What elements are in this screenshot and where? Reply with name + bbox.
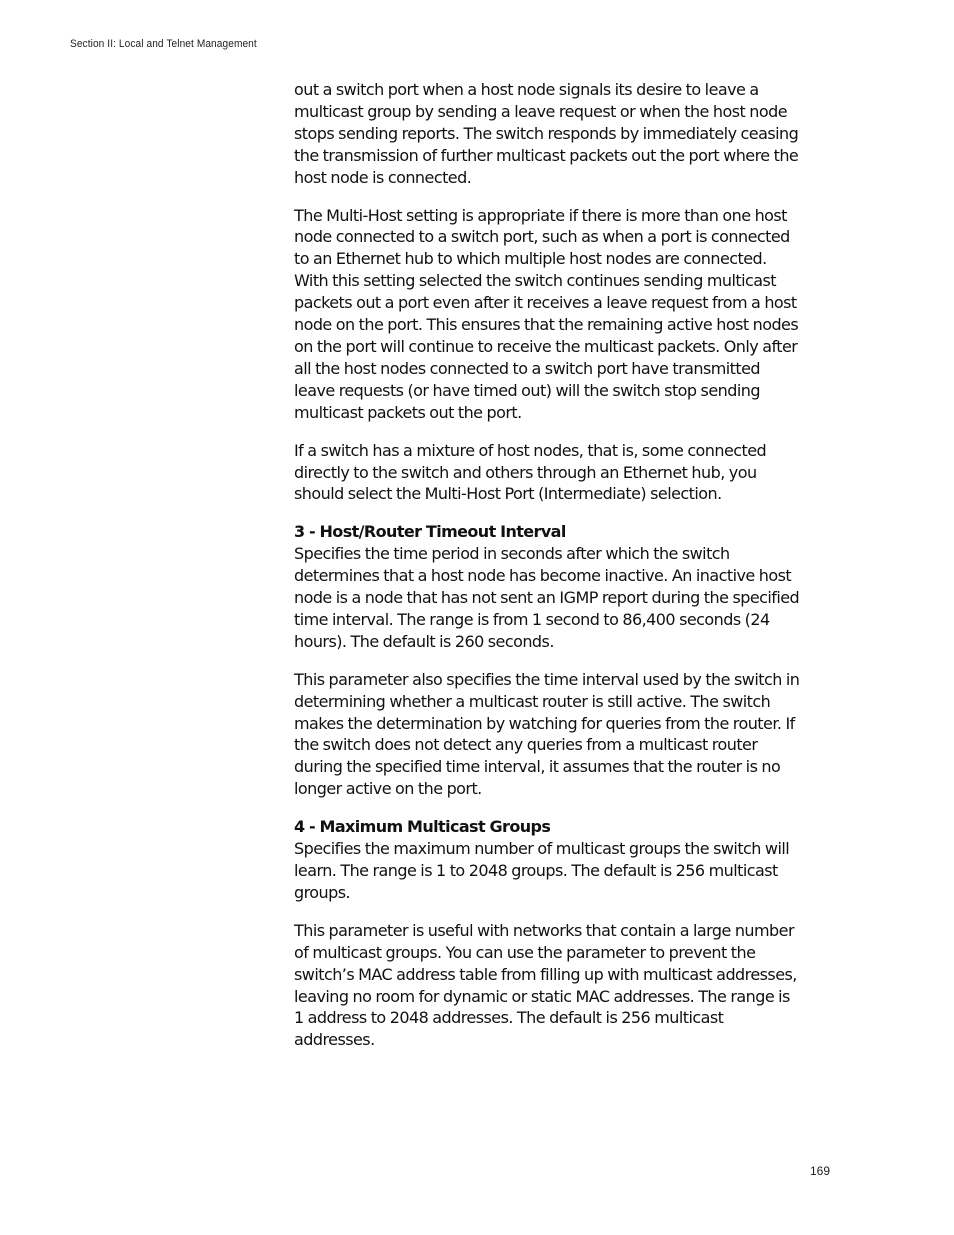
- paragraph-mixture: If a switch has a mixture of host nodes, that is, some connected directly to the switch and others through an Ethernet hub, you should select the Multi-Host Port (Intermediate) selection.: [294, 440, 767, 504]
- paragraph-leave-request: out a switch port when a host node signals its desire to leave a multicast group by sending a leave request or when the host node stops sending reports. The switch responds by immediately ceasing the transmission of further multicast packets out the port where the host node is connected.: [294, 80, 799, 187]
- paragraph-max-groups-definition: Specifies the maximum number of multicast groups the switch will learn. The range is 1 to 2048 groups. The default is 256 multicast groups.: [294, 839, 790, 902]
- heading-host-router-timeout: 3 - Host/Router Timeout Interval: [294, 522, 566, 542]
- paragraph-timeout-definition: Specifies the time period in seconds after which the switch determines that a host node has become inactive. An inactive host node is a node that has not sent an IGMP report during the specified time interval. The range is from 1 second to 86,400 seconds (24 hours). The default is 260 seconds.: [294, 544, 800, 651]
- heading-maximum-multicast-groups: 4 - Maximum Multicast Groups: [294, 817, 551, 837]
- paragraph-timeout-router: This parameter also specifies the time interval used by the switch in determining whether a multicast router is still active. The switch makes the determination by watching for queries from the router. If the switch does not detect any queries from a multicast router during the specified time interval, it assumes that the router is no longer active on the port.: [294, 669, 800, 799]
- paragraph-max-groups-usage: This parameter is useful with networks that contain a large number of multicast groups. You can use the parameter to prevent the switch’s MAC address table from filling up with multicast addresses, leaving no room for dynamic or static MAC addresses. The range is 1 address to 2048 addresses. The default is 256 multicast addresses.: [294, 920, 797, 1050]
- page-number: 169: [810, 1164, 831, 1178]
- paragraph-multi-host: The Multi-Host setting is appropriate if there is more than one host node connected to a switch port, such as when a port is connected to an Ethernet hub to which multiple host nodes are connected. With this setting selected the switch continues sending multicast packets out a port even after it receives a leave request from a host node on the port. This ensures that the remaining active host nodes on the port will continue to receive the multicast packets. Only after all the host nodes connected to a switch port have transmitted leave requests (or have timed out) will the switch stop sending multicast packets out the port.: [294, 205, 799, 422]
- page-body: [294, 79, 800, 1067]
- running-header: Section II: Local and Telnet Management: [70, 38, 257, 50]
